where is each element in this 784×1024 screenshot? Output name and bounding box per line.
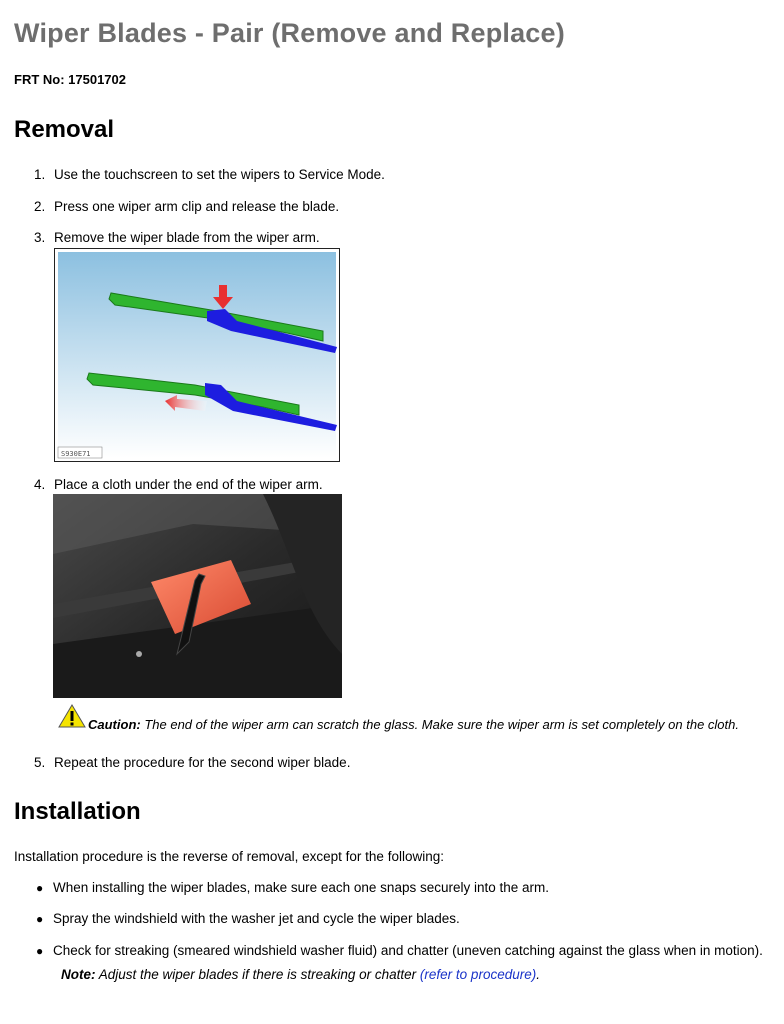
bullet-text: When installing the wiper blades, make sure each one snaps securely into the arm. — [53, 880, 550, 895]
step-number: 2. — [34, 199, 46, 214]
bullet-dot: ● — [36, 944, 44, 958]
caution-warning-icon — [58, 704, 86, 728]
wiper-diagram-svg — [55, 249, 339, 461]
bullet-text: Spray the windshield with the washer jet and cycle the wiper blades. — [53, 911, 460, 926]
figure-label: S930E71 — [61, 450, 91, 458]
installation-bullet-3 — [36, 943, 763, 958]
cloth-under-wiper-photo — [53, 494, 342, 698]
installation-heading: Installation — [14, 798, 141, 825]
cloth-photo-svg — [53, 494, 342, 698]
frt-number: FRT No: 17501702 — [14, 72, 126, 87]
step-number: 3. — [34, 230, 46, 245]
removal-step-3 — [34, 230, 320, 245]
step-number: 4. — [34, 477, 46, 492]
step-text: Repeat the procedure for the second wiper blade. — [54, 755, 351, 770]
bullet-dot: ● — [36, 881, 44, 895]
removal-heading: Removal — [14, 116, 115, 143]
wiper-blade-removal-diagram — [54, 248, 340, 462]
removal-step-2 — [34, 199, 339, 214]
caution-text — [88, 717, 739, 732]
removal-step-5 — [34, 755, 350, 770]
diagram-background — [58, 252, 336, 458]
bullet-text: Check for streaking (smeared windshield washer fluid) and chatter (uneven catching against the glass when in motion). — [53, 943, 763, 958]
caution-label: Caution: — [88, 717, 141, 732]
step-text: Press one wiper arm clip and release the blade. — [54, 199, 340, 214]
installation-intro: Installation procedure is the reverse of removal, except for the following: — [14, 849, 444, 864]
removal-step-1 — [34, 167, 385, 182]
step-text: Remove the wiper blade from the wiper arm. — [54, 230, 320, 245]
page-title: Wiper Blades - Pair (Remove and Replace) — [14, 18, 565, 48]
step-text: Place a cloth under the end of the wiper arm. — [54, 477, 323, 492]
removal-step-4 — [34, 477, 323, 492]
installation-bullet-2 — [36, 911, 460, 926]
note-body: Adjust the wiper blades if there is streaking or chatter — [95, 967, 420, 982]
refer-to-procedure-link[interactable]: (refer to procedure) — [419, 967, 537, 982]
step-number: 1. — [34, 167, 46, 182]
washer-nozzle — [136, 651, 142, 657]
note-end: . — [536, 967, 540, 982]
note-label: Note: — [61, 967, 96, 982]
installation-bullet-1 — [36, 880, 549, 895]
note-message — [61, 967, 540, 982]
step-number: 5. — [34, 755, 46, 770]
caution-body: The end of the wiper arm can scratch the glass. Make sure the wiper arm is set completely on the cloth. — [140, 717, 739, 732]
step-text: Use the touchscreen to set the wipers to Service Mode. — [54, 167, 385, 182]
bullet-dot: ● — [36, 912, 44, 926]
